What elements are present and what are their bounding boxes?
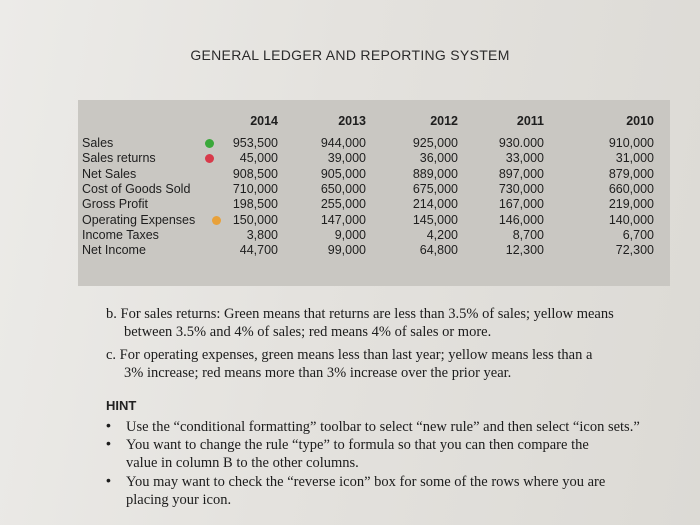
table-cell: 167,000	[498, 197, 544, 212]
hint-text: You want to change the rule “type” to formula so that you can then compare the	[126, 437, 589, 453]
table-cell: 12,300	[505, 243, 544, 258]
table-cell: 6,700	[622, 227, 654, 242]
hint-text: value in column B to the other columns.	[126, 455, 359, 471]
table-cell: 145,000	[412, 212, 458, 227]
table-cell: 675,000	[412, 181, 458, 196]
row-label: Sales	[82, 136, 114, 150]
table-cell: 9,000	[334, 227, 366, 242]
table-cell: 3,800	[246, 227, 278, 242]
table-cell: 140,000	[608, 212, 654, 227]
year-header-2010: 2010	[626, 114, 654, 128]
table-cell: 44,700	[239, 243, 278, 258]
row-label: Operating Expenses	[82, 212, 196, 227]
table-cell: 889,000	[412, 166, 458, 181]
table-cell: 908,500	[232, 166, 278, 181]
year-header-2013: 2013	[338, 114, 366, 128]
table-cell: 72,300	[615, 243, 654, 258]
hint-text: You may want to check the “reverse icon” box for some of the rows where you are	[126, 474, 606, 490]
table-cell: 150,000	[232, 212, 278, 227]
year-header-2011: 2011	[516, 114, 544, 128]
table-cell: 905,000	[320, 166, 366, 181]
table-cell: 730,000	[498, 181, 544, 196]
table-cell: 45,000	[239, 151, 278, 166]
table-cell: 99,000	[327, 243, 366, 258]
row-label: Income Taxes	[82, 227, 159, 242]
table-cell: 219,000	[608, 197, 654, 212]
instruction-b-line1: b. For sales returns: Green means that returns are less than 3.5% of sales; yellow means	[106, 306, 614, 322]
table-cell: 953,500	[232, 136, 278, 150]
table-cell: 910,000	[608, 136, 654, 150]
row-label: Net Income	[82, 243, 146, 258]
table-cell: 39,000	[327, 151, 366, 166]
year-header-2014: 2014	[250, 114, 278, 128]
table-cell: 897,000	[498, 166, 544, 181]
instruction-c-line2: 3% increase; red means more than 3% increase over the prior year.	[124, 365, 512, 381]
row-label: Gross Profit	[82, 197, 148, 212]
hint-heading: HINT	[106, 398, 137, 413]
table-cell: 64,800	[419, 243, 458, 258]
table-cell: 944,000	[320, 136, 366, 150]
bullet-icon: •	[106, 435, 111, 451]
table-cell: 930.000	[498, 136, 544, 150]
table-cell: 33,000	[505, 151, 544, 166]
conditional-format-icon	[205, 154, 214, 163]
hint-text: Use the “conditional formatting” toolbar to select “new rule” and then select “icon sets.”	[126, 419, 640, 435]
bullet-icon: •	[106, 417, 111, 433]
table-cell: 214,000	[412, 197, 458, 212]
bullet-icon: •	[106, 472, 111, 488]
table-cell: 4,200	[426, 227, 458, 242]
conditional-format-icon	[205, 139, 214, 148]
instruction-b-line2: between 3.5% and 4% of sales; red means 4% of sales or more.	[124, 324, 492, 340]
table-cell: 36,000	[419, 151, 458, 166]
table-cell: 650,000	[320, 181, 366, 196]
table-cell: 8,700	[512, 227, 544, 242]
table-cell: 198,500	[232, 197, 278, 212]
table-cell: 710,000	[232, 181, 278, 196]
hint-text: placing your icon.	[126, 492, 232, 508]
ledger-table	[78, 100, 670, 286]
table-cell: 660,000	[608, 181, 654, 196]
page-title: GENERAL LEDGER AND REPORTING SYSTEM	[190, 47, 510, 63]
row-label: Cost of Goods Sold	[82, 181, 191, 196]
table-cell: 255,000	[320, 197, 366, 212]
row-label: Sales returns	[82, 151, 156, 166]
year-header-2012: 2012	[430, 114, 458, 128]
row-label: Net Sales	[82, 166, 137, 181]
table-cell: 925,000	[412, 136, 458, 150]
table-cell: 146,000	[498, 212, 544, 227]
table-cell: 147,000	[320, 212, 366, 227]
table-cell: 31,000	[615, 151, 654, 166]
table-cell: 879,000	[608, 166, 654, 181]
instruction-c-line1: c. For operating expenses, green means less than last year; yellow means less than a	[106, 347, 593, 363]
